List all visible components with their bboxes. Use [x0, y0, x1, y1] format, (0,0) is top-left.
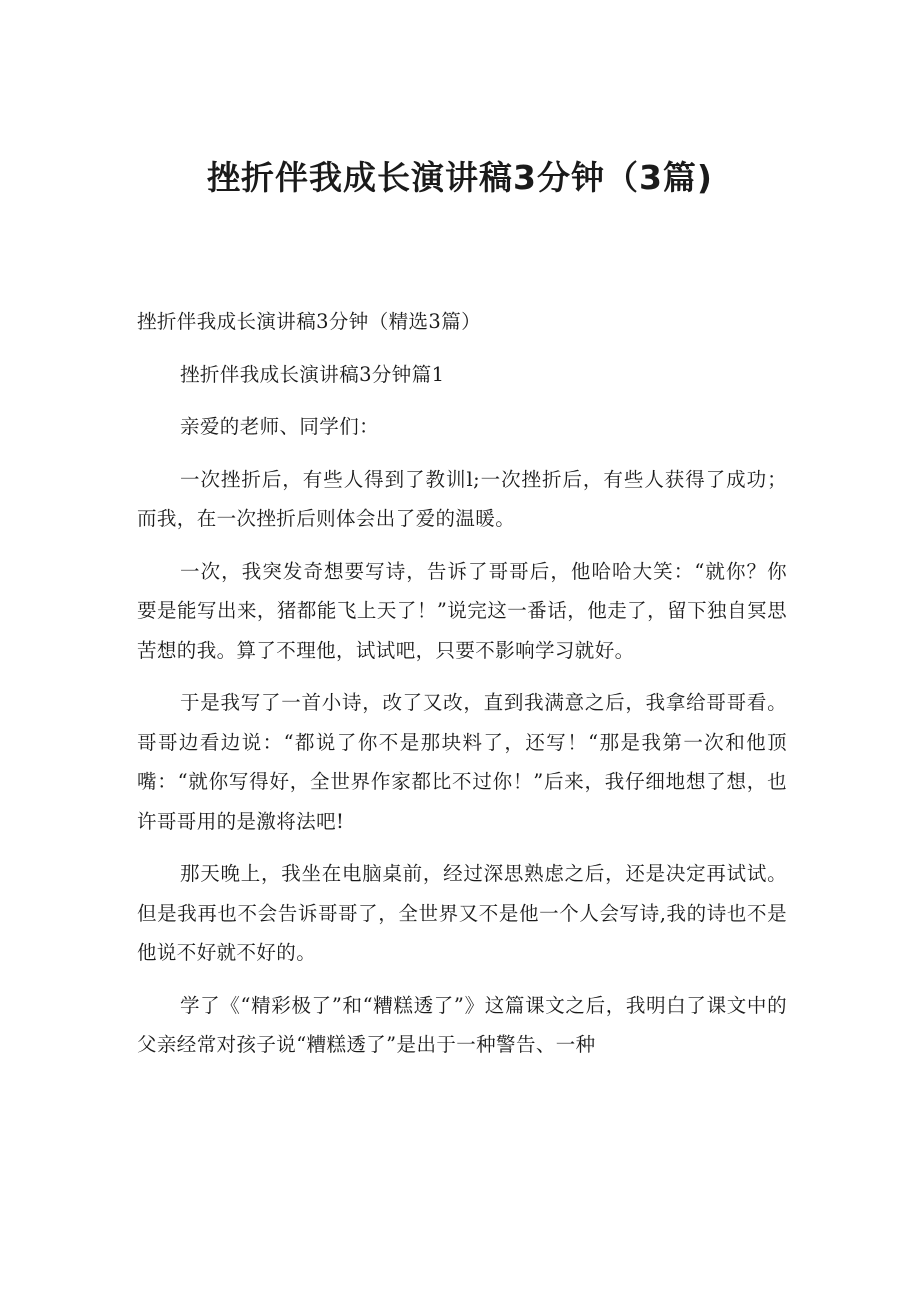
body-paragraph: 那天晚上，我坐在电脑桌前，经过深思熟虑之后，还是决定再试试。但是我再也不会告诉哥哥了，全世界又不是他一个人会写诗,我的诗也不是他说不好就不好的。	[137, 862, 787, 964]
document-title: 挫折伴我成长演讲稿3分钟（3篇)	[206, 158, 713, 197]
document-body	[137, 302, 787, 1078]
body-paragraph: 于是我写了一首小诗，改了又改，直到我满意之后，我拿给哥哥看。哥哥边看边说：“都说了你不是那块料了，还写！“那是我第一次和他顶嘴：“就你写得好，全世界作家都比不过你！”后来，我仔细地想了想，也许哥哥用的是激将法吧!	[137, 691, 787, 833]
salutation-paragraph: 亲爱的老师、同学们：	[180, 415, 380, 438]
subtitle-paragraph: 挫折伴我成长演讲稿3分钟（精选3篇）	[137, 310, 482, 333]
body-paragraph: 学了《“精彩极了”和“糟糕透了”》这篇课文之后，我明白了课文中的父亲经常对孩子说“糟糕透了”是出于一种警告、一种	[137, 993, 787, 1056]
body-paragraph: 一次挫折后，有些人得到了教训l;一次挫折后，有些人获得了成功；而我，在一次挫折后则体会出了爱的温暖。	[137, 467, 787, 530]
section-heading: 挫折伴我成长演讲稿3分钟篇1	[180, 362, 445, 386]
body-paragraph: 一次，我突发奇想要写诗，告诉了哥哥后，他哈哈大笑：“就你？你要是能写出来，猪都能飞上天了！”说完这一番话，他走了，留下独自冥思苦想的我。算了不理他，试试吧，只要不影响学习就好。	[137, 559, 787, 662]
